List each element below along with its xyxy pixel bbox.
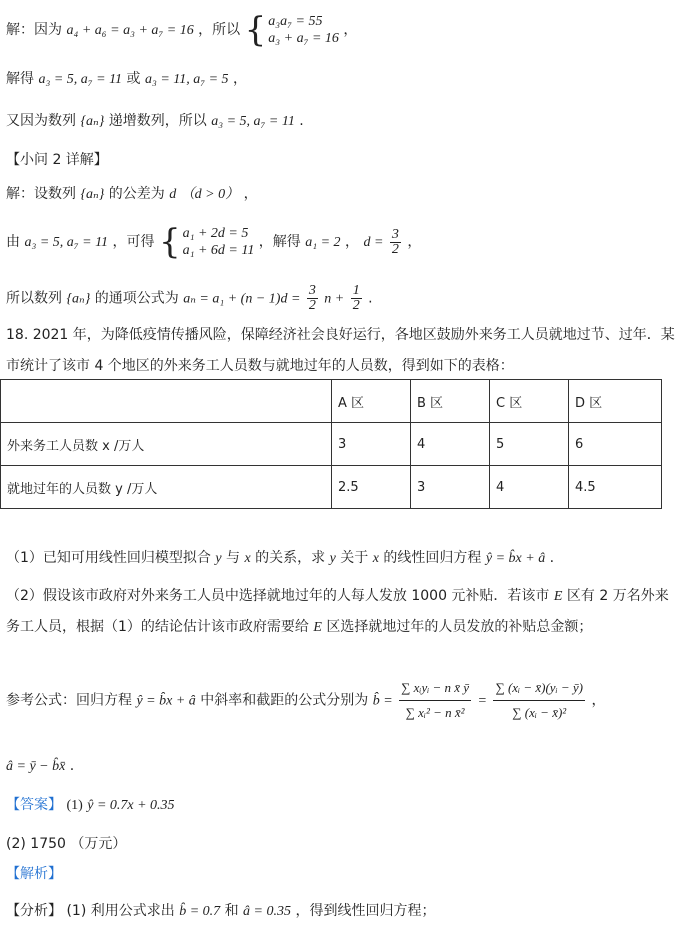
math-expr: â = 0.35 [243, 904, 291, 919]
fenxi-label: 【分析】 [6, 903, 62, 919]
math-expr: y [215, 551, 222, 566]
table-cell: 3 [332, 423, 411, 466]
denominator: 2 [391, 241, 399, 257]
text: ，可得 [112, 234, 155, 250]
math-expr: aₙ = a₁ + (n − 1)d = [183, 291, 301, 307]
table-header-cell: C 区 [490, 380, 569, 423]
math-expr: d = [363, 235, 384, 250]
math-expr: a₁ = 2 [305, 235, 341, 250]
text: . [69, 758, 75, 774]
text: 解得 [6, 71, 34, 87]
table-cell: 6 [569, 423, 662, 466]
table-header-cell: A 区 [332, 380, 411, 423]
solution-line-2 [6, 69, 247, 90]
system-row: a₁ + 2d = 5 [182, 226, 249, 241]
table-row [1, 466, 662, 509]
text: ， [243, 186, 258, 202]
table-header-row [1, 380, 662, 423]
math-expr: a₃ = 5, a₇ = 11 [38, 72, 123, 87]
equation-system [158, 222, 255, 262]
math-expr: ŷ = b̂x + â [136, 693, 196, 709]
math-expr: y [329, 551, 336, 566]
text: 区选择就地过年的人员发放的补贴总金额； [326, 619, 593, 635]
numerator: ∑ xᵢyᵢ − n x̄ ȳ [399, 676, 471, 701]
text: （2）假设该市政府对外来务工人员中选择就地过年的人每人发放 1000 元补贴．若该市 [6, 588, 550, 604]
fraction [351, 284, 362, 313]
table-cell: 外来务工人员数 x /万人 [1, 423, 332, 466]
table-cell: 4 [411, 423, 490, 466]
text: ，所以 [198, 22, 241, 38]
math-expr: （d > 0） [180, 187, 240, 202]
text: ， [591, 692, 606, 709]
solution-line-1 [6, 10, 358, 50]
text: (1) 利用公式求出 [66, 903, 175, 919]
math-expr: a₃ = 5, a₇ = 11 [24, 235, 109, 250]
denominator: 2 [308, 298, 316, 313]
problem-18-line-1: 18. 2021 年，为降低疫情传播风险，保障经济社会良好运行，各地区鼓励外来务工人员就地过节、过年．某 [6, 327, 675, 343]
table-header-cell [1, 380, 332, 423]
text: 的公差为 [108, 186, 165, 202]
math-expr: a₃ = 5, a₇ = 11 [211, 114, 295, 129]
text: 解：因为 [6, 22, 62, 38]
math-expr: a₄ + a₆ = a₃ + a₇ = 16 [66, 23, 194, 38]
math-expr: x [244, 551, 251, 566]
data-table [0, 379, 662, 509]
text: 递增数列，所以 [108, 113, 207, 129]
math-expr: {aₙ} [66, 291, 91, 307]
text: 与 [226, 550, 241, 566]
text: ， [345, 234, 360, 250]
table-header-cell: D 区 [569, 380, 662, 423]
system-row: a₃ + a₇ = 16 [268, 31, 339, 46]
table-cell: 就地过年的人员数 y /万人 [1, 466, 332, 509]
math-expr: d [169, 187, 177, 202]
table-cell: 2.5 [332, 466, 411, 509]
math-expr: E [313, 620, 322, 635]
fraction [399, 676, 471, 725]
denominator: ∑ (xᵢ − x̄)² [512, 705, 567, 720]
table-cell: 5 [490, 423, 569, 466]
math-expr: ŷ = 0.7x + 0.35 [87, 798, 175, 813]
text: ， [343, 22, 358, 38]
numerator: ∑ (xᵢ − x̄)(yᵢ − ȳ) [493, 676, 585, 701]
text: ，得到线性回归方程； [295, 903, 436, 919]
table-row [1, 423, 662, 466]
text: . [549, 550, 555, 566]
fraction [307, 284, 318, 313]
text: . [368, 290, 373, 307]
numerator: 3 [391, 226, 399, 242]
text: 区有 2 万名外来 [566, 588, 669, 604]
system-row: a₃a₇ = 55 [268, 14, 323, 29]
answer-label: 【答案】 [6, 797, 62, 813]
text: ， [233, 71, 247, 87]
fraction [493, 676, 585, 725]
math-expr: x [372, 551, 379, 566]
math-expr: â = ȳ − b̂x̄ [6, 759, 66, 774]
denominator: 2 [352, 298, 360, 313]
solution-line-3 [6, 111, 304, 132]
text: 中斜率和截距的公式分别为 [200, 692, 369, 709]
numerator: 3 [308, 283, 316, 298]
math-expr: = [477, 693, 487, 709]
math-expr: b̂ = [372, 693, 393, 709]
numerator: 1 [352, 283, 360, 298]
table-cell: 4.5 [569, 466, 662, 509]
sub2-line-3 [6, 284, 373, 313]
math-expr: ŷ = b̂x + â [485, 551, 546, 566]
text: . [299, 113, 304, 129]
math-expr: {aₙ} [80, 114, 105, 129]
math-expr: a₃ = 11, a₇ = 5 [144, 72, 229, 87]
text: 和 [224, 903, 239, 919]
analysis-line-1 [6, 901, 435, 922]
text: 解：设数列 [6, 186, 76, 202]
sub2-line-1 [6, 184, 258, 205]
text: (1) [66, 798, 83, 813]
text: 的线性回归方程 [383, 550, 482, 566]
sub2-heading: 【小问 2 详解】 [6, 152, 108, 168]
text: 务工人员，根据（1）的结论估计该市政府需要给 [6, 619, 309, 635]
text: 参考公式：回归方程 [6, 692, 132, 709]
math-expr: {aₙ} [80, 187, 105, 202]
text: 所以数列 [6, 290, 62, 307]
reference-intercept [6, 756, 74, 777]
answer-line-1 [6, 795, 175, 816]
math-expr: E [553, 589, 563, 604]
table-cell: 3 [411, 466, 490, 509]
text: ， [407, 234, 422, 250]
answer-line-2: (2) 1750 （万元） [6, 836, 127, 852]
reference-formula [6, 676, 605, 725]
text: 的通项公式为 [94, 290, 179, 307]
denominator: ∑ xᵢ² − n x̄² [405, 705, 465, 720]
table-cell: 4 [490, 466, 569, 509]
left-brace-icon: { [244, 10, 267, 50]
problem-18-line-2: 市统计了该市 4 个地区的外来务工人员数与就地过年的人员数，得到如下的表格： [6, 358, 514, 374]
question-2-line-2 [6, 617, 592, 638]
text: （1）已知可用线性回归模型拟合 [6, 550, 211, 566]
text: 又因为数列 [6, 113, 76, 129]
equation-system [244, 10, 339, 50]
fraction [390, 228, 401, 257]
analysis-label: 【解析】 [6, 866, 62, 882]
math-expr: n + [324, 291, 345, 307]
math-expr: b̂ = 0.7 [179, 904, 221, 919]
system-row: a₁ + 6d = 11 [182, 243, 255, 258]
text: 关于 [340, 550, 369, 566]
text: 或 [126, 71, 141, 87]
sub2-line-2 [6, 222, 422, 262]
question-1 [6, 548, 554, 569]
question-2-line-1 [6, 586, 669, 607]
text: ，解得 [258, 234, 301, 250]
left-brace-icon: { [158, 222, 181, 262]
text: 的关系，求 [255, 550, 326, 566]
table-header-cell: B 区 [411, 380, 490, 423]
text: 由 [6, 234, 20, 250]
